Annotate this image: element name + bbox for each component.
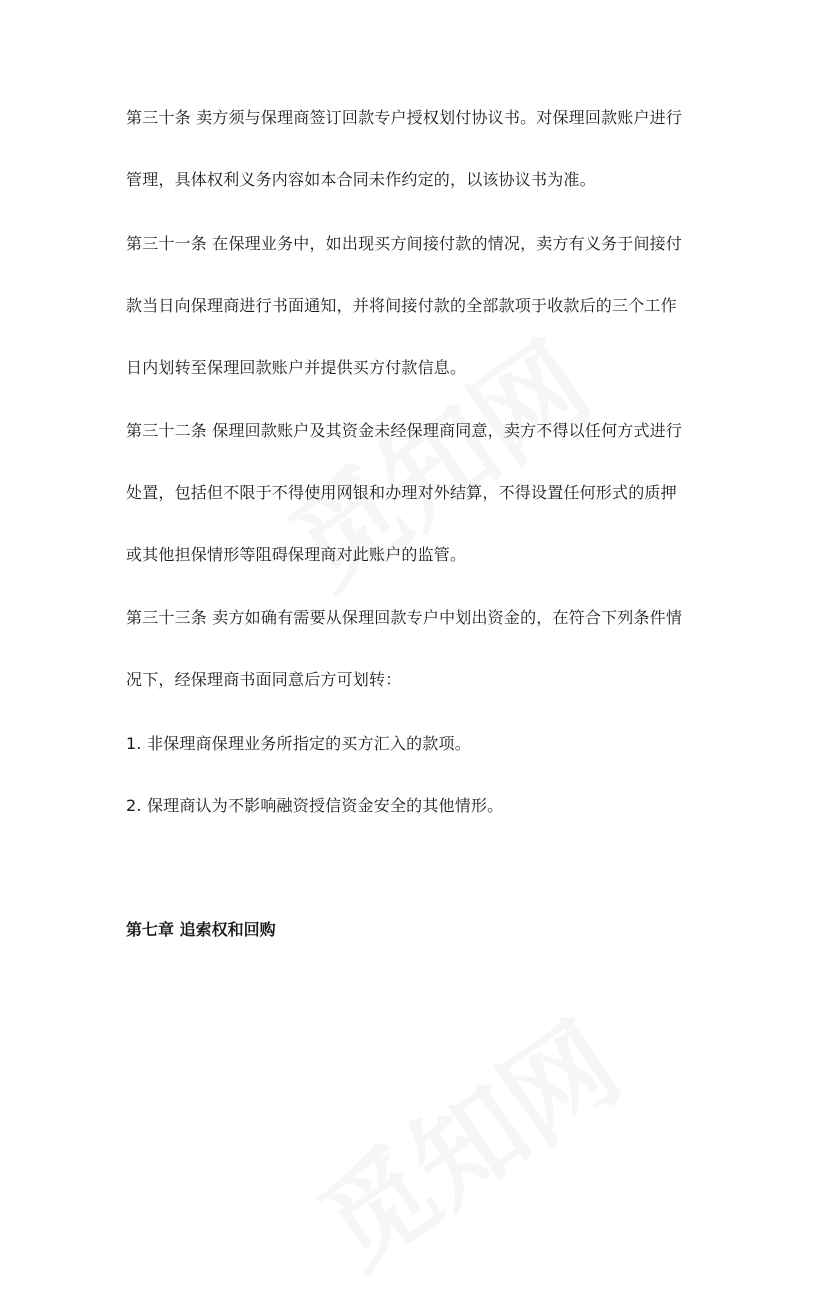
watermark [255,300,616,619]
article-31-line-1: 第三十一条 在保理业务中，如出现买方间接付款的情况，卖方有义务于间接付 [126,234,683,253]
list-item-2: 2. 保理商认为不影响融资授信资金安全的其他情形。 [126,796,504,815]
article-30-line-1: 第三十条 卖方须与保理商签订回款专户授权划付协议书。对保理回款账户进行 [126,108,683,127]
article-32-line-1: 第三十二条 保理回款账户及其资金未经保理商同意，卖方不得以任何方式进行 [126,421,683,440]
article-31-line-3: 日内划转至保理回款账户并提供买方付款信息。 [126,358,467,377]
article-33-line-1: 第三十三条 卖方如确有需要从保理回款专户中划出资金的，在符合下列条件情 [126,608,683,627]
article-32-line-2: 处置，包括但不限于不得使用网银和办理对外结算，不得设置任何形式的质押 [126,483,677,502]
article-33-line-2: 况下，经保理商书面同意后方可划转： [126,670,402,689]
article-32-line-3: 或其他担保情形等阻碍保理商对此账户的监管。 [126,545,467,564]
watermark-bottom [285,980,646,1298]
chapter-heading: 第七章 追索权和回购 [126,920,276,939]
list-item-1: 1. 非保理商保理业务所指定的买方汇入的款项。 [126,734,471,753]
article-30-line-2: 管理，具体权利义务内容如本合同未作约定的，以该协议书为准。 [126,170,596,189]
article-31-line-2: 款当日向保理商进行书面通知，并将间接付款的全部款项于收款后的三个工作 [126,296,677,315]
